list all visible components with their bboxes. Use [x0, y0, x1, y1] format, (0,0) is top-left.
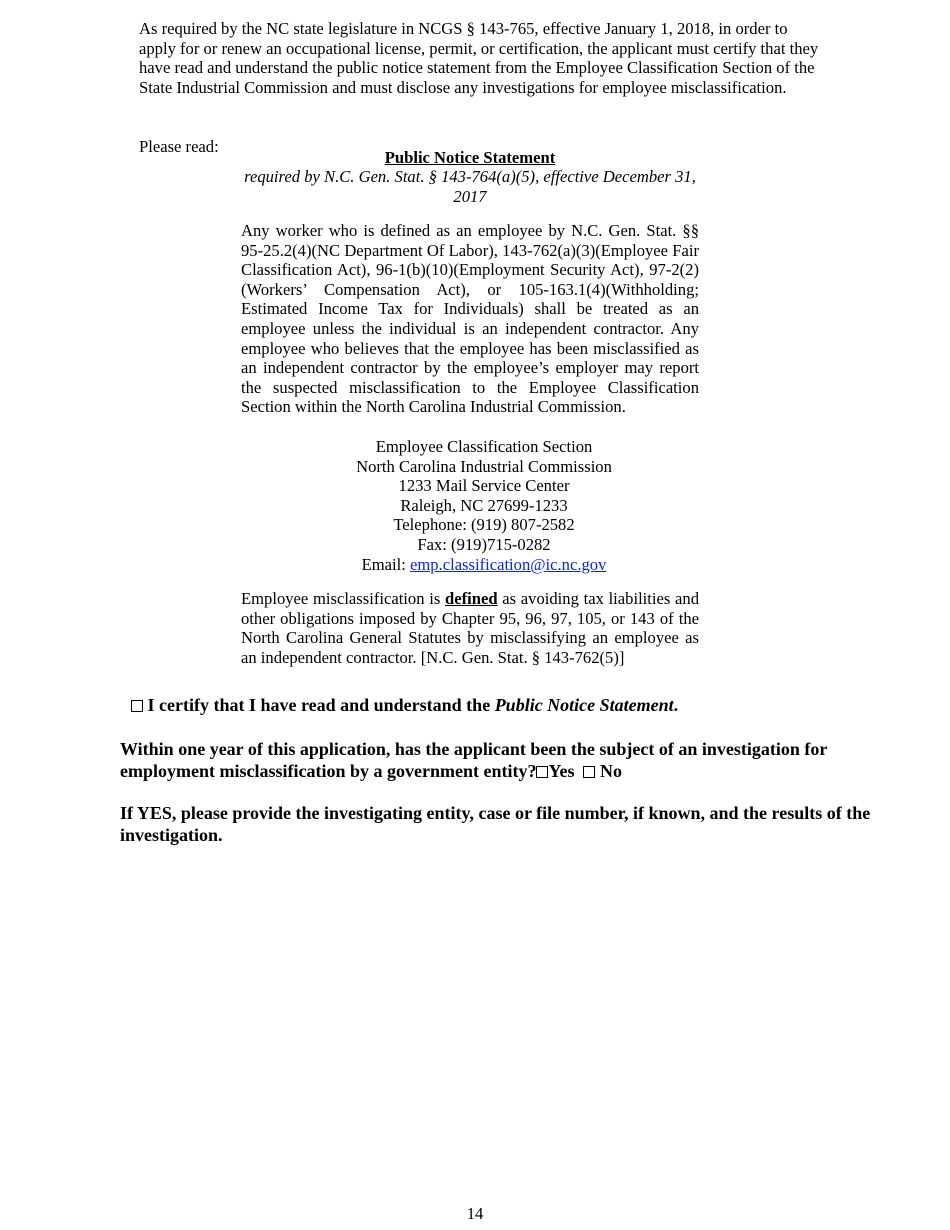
yes-label: Yes [548, 761, 575, 781]
question-text: Within one year of this application, has the applicant been the subject of an investigation for employment misclassification by a government entity? [120, 739, 828, 781]
definition-paragraph [241, 589, 699, 667]
address-line-commission: North Carolina Industrial Commission [356, 456, 612, 476]
certify-emphasis: Public Notice Statement [494, 695, 674, 715]
definition-keyword: defined [445, 589, 498, 608]
please-read-label: Please read: [139, 137, 219, 156]
email-label: Email: [361, 554, 410, 574]
certify-checkbox[interactable] [131, 700, 143, 712]
followup-instruction: If YES, please provide the investigating entity, case or file number, if known, and the results of the investigation. [120, 803, 871, 845]
certify-end: . [673, 695, 679, 715]
address-email-row [241, 555, 727, 575]
address-telephone: Telephone: (919) 807-2582 [393, 515, 575, 535]
investigation-question [120, 738, 900, 782]
email-link[interactable]: emp.classification@ic.nc.gov [410, 554, 607, 574]
no-checkbox[interactable] [583, 766, 595, 778]
address-line-city: Raleigh, NC 27699-1233 [400, 495, 568, 515]
yes-checkbox[interactable] [536, 766, 548, 778]
notice-title: Public Notice Statement [384, 148, 556, 167]
page-number: 14 [466, 1204, 484, 1223]
notice-body: Any worker who is defined as an employee by N.C. Gen. Stat. §§ 95-25.2(4)(NC Department Of Labor), 143-762(a)(3)(Employee Fair Classification Act), 96-1(b)(10)(Employment Security Act), 97-2(2)(Workers’ Compensation Act), or 105-163.1(4)(Withholding; Estimated Income Tax for Individuals) shall be treated as an employee unless the individual is an independent contractor. Any employee who believes that the employee has been misclassified as an independent contractor by the employee’s employer may report the suspected misclassification to the Employee Classification Section within the North Carolina Industrial Commission. [241, 221, 699, 417]
certify-text: I certify that I have read and understand the [147, 695, 495, 715]
address-line-mail-center: 1233 Mail Service Center [398, 476, 570, 496]
certify-statement [131, 694, 678, 716]
intro-paragraph: As required by the NC state legislature in NCGS § 143-765, effective January 1, 2018, in order to apply for or renew an occupational license, permit, or certification, the applicant must certify that they have read and understand the public notice statement from the Employee Classification Section of the State Industrial Commission and must disclose any investigations for employee misclassification. [139, 19, 819, 97]
contact-address [241, 437, 727, 574]
definition-prefix: Employee misclassification is [241, 589, 445, 608]
notice-subtitle: required by N.C. Gen. Stat. § 143-764(a)(5), effective December 31, 2017 [244, 167, 696, 206]
no-label: No [599, 761, 622, 781]
definition-suffix: as avoiding tax liabilities and other obligations imposed by Chapter 95, 96, 97, 105, or 143 of the North Carolina General Statutes by misclassifying an employee as an independent contractor. [N.C. Gen. Stat. § 143-762(5)] [241, 589, 699, 667]
address-fax: Fax: (919)715-0282 [417, 534, 551, 554]
address-line-section: Employee Classification Section [375, 437, 593, 456]
